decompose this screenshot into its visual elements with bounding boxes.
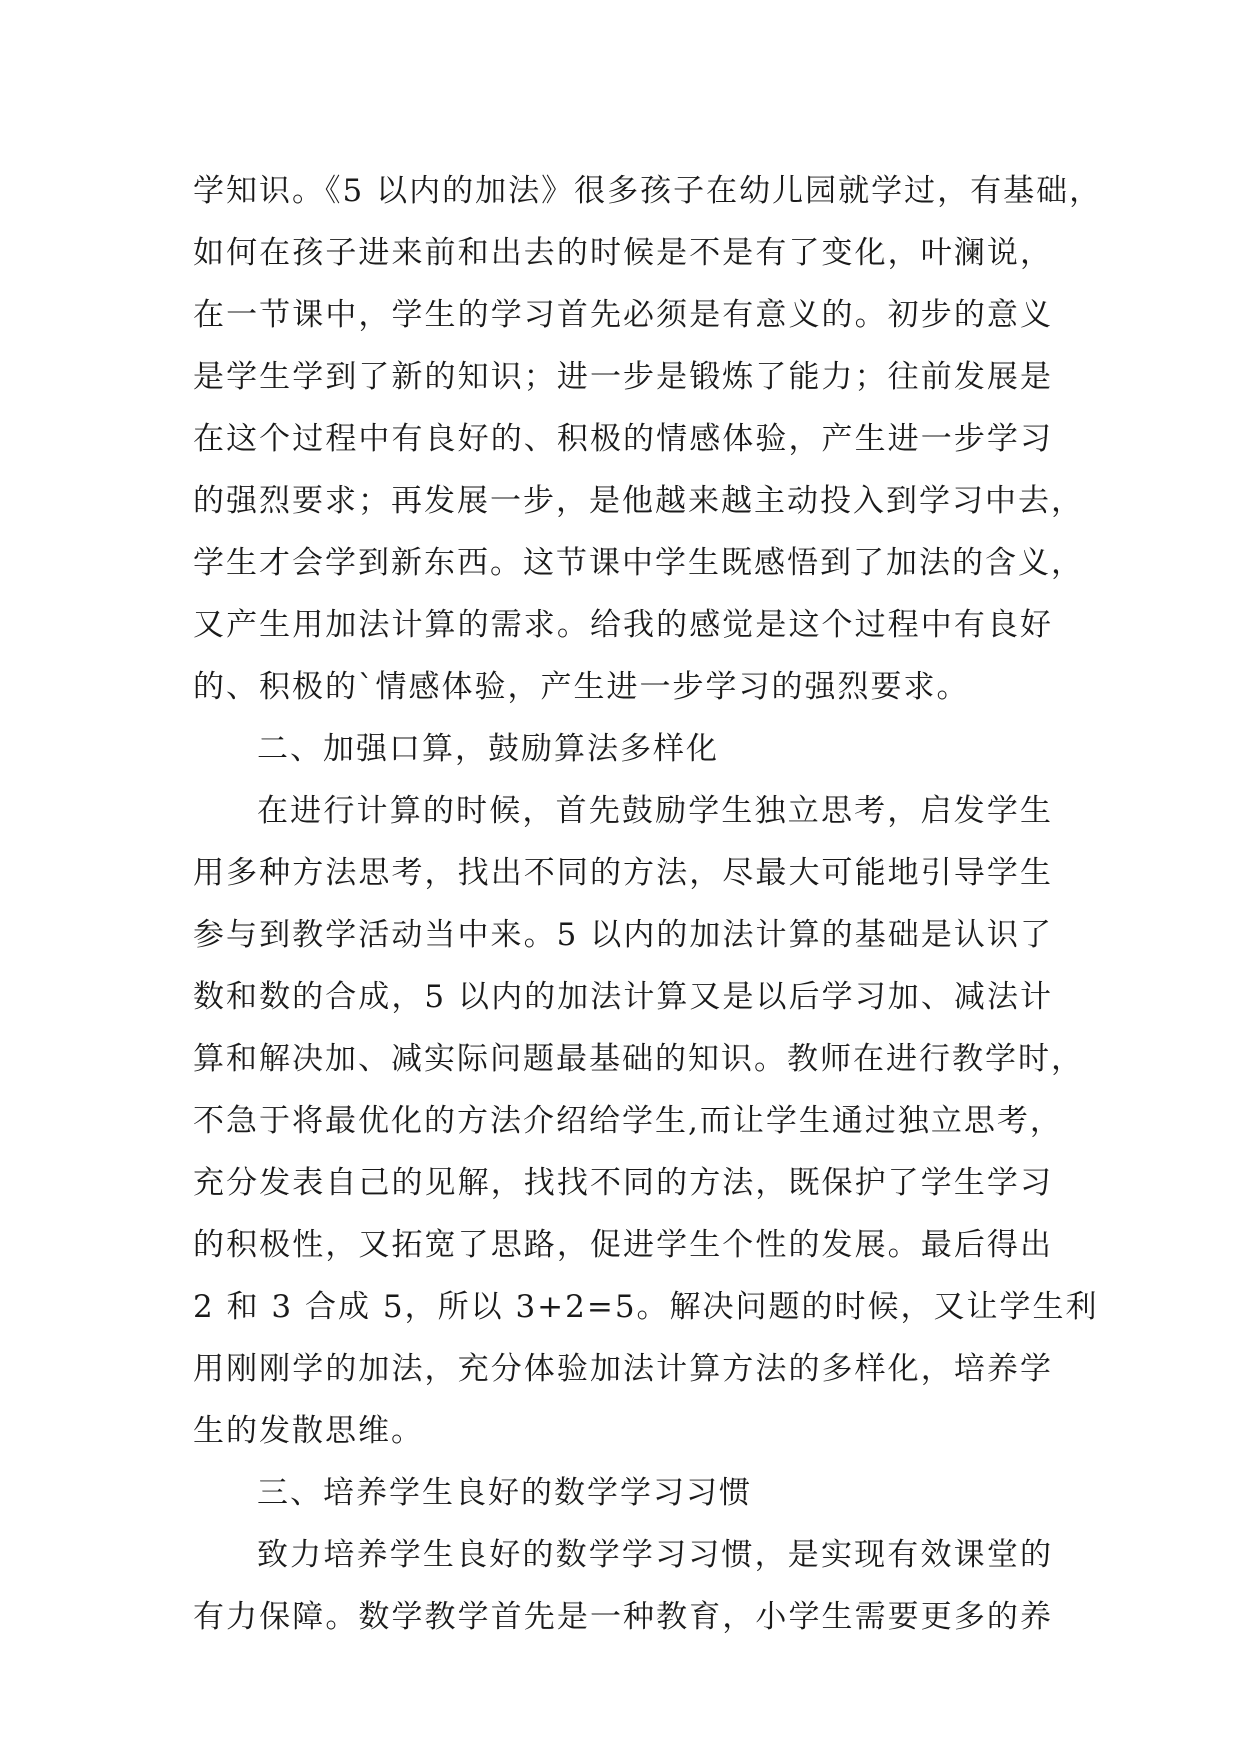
body-line: 又产生用加法计算的需求。给我的感觉是这个过程中有良好 bbox=[193, 607, 1053, 643]
body-line: 生的发散思维。 bbox=[193, 1413, 424, 1449]
document-body bbox=[193, 160, 1103, 1648]
body-line: 用多种方法思考，找出不同的方法，尽最大可能地引导学生 bbox=[193, 855, 1053, 891]
body-line: 在这个过程中有良好的、积极的情感体验，产生进一步学习 bbox=[193, 421, 1053, 457]
body-line: 学知识。《5 以内的加法》很多孩子在幼儿园就学过，有基础， bbox=[193, 173, 1103, 209]
body-line: 学生才会学到新东西。这节课中学生既感悟到了加法的含义， bbox=[193, 545, 1084, 581]
body-line: 充分发表自己的见解，找找不同的方法，既保护了学生学习 bbox=[193, 1165, 1053, 1201]
body-line: 参与到教学活动当中来。5 以内的加法计算的基础是认识了 bbox=[193, 917, 1053, 953]
body-line: 的、积极的`情感体验，产生进一步学习的强烈要求。 bbox=[193, 669, 970, 705]
paragraph-first-line: 致力培养学生良好的数学学习习惯，是实现有效课堂的 bbox=[257, 1537, 1053, 1573]
body-line: 有力保障。数学教学首先是一种教育，小学生需要更多的养 bbox=[193, 1599, 1053, 1635]
body-line: 2 和 3 合成 5，所以 3+2=5。解决问题的时候，又让学生利 bbox=[193, 1289, 1099, 1325]
body-line: 不急于将最优化的方法介绍给学生,而让学生通过独立思考， bbox=[193, 1103, 1063, 1139]
body-line: 用刚刚学的加法，充分体验加法计算方法的多样化，培养学 bbox=[193, 1351, 1053, 1387]
body-line: 数和数的合成，5 以内的加法计算又是以后学习加、减法计 bbox=[193, 979, 1053, 1015]
body-line: 的强烈要求；再发展一步，是他越来越主动投入到学习中去， bbox=[193, 483, 1084, 519]
body-line: 算和解决加、减实际问题最基础的知识。教师在进行教学时， bbox=[193, 1041, 1084, 1077]
body-line: 在一节课中，学生的学习首先必须是有意义的。初步的意义 bbox=[193, 297, 1053, 333]
section-heading: 三、培养学生良好的数学学习习惯 bbox=[257, 1475, 752, 1511]
paragraph-first-line: 在进行计算的时候，首先鼓励学生独立思考，启发学生 bbox=[257, 793, 1053, 829]
body-line: 的积极性，又拓宽了思路，促进学生个性的发展。最后得出 bbox=[193, 1227, 1053, 1263]
body-line: 是学生学到了新的知识；进一步是锻炼了能力；往前发展是 bbox=[193, 359, 1053, 395]
section-heading: 二、加强口算，鼓励算法多样化 bbox=[257, 731, 719, 767]
body-line: 如何在孩子进来前和出去的时候是不是有了变化，叶澜说， bbox=[193, 235, 1053, 271]
